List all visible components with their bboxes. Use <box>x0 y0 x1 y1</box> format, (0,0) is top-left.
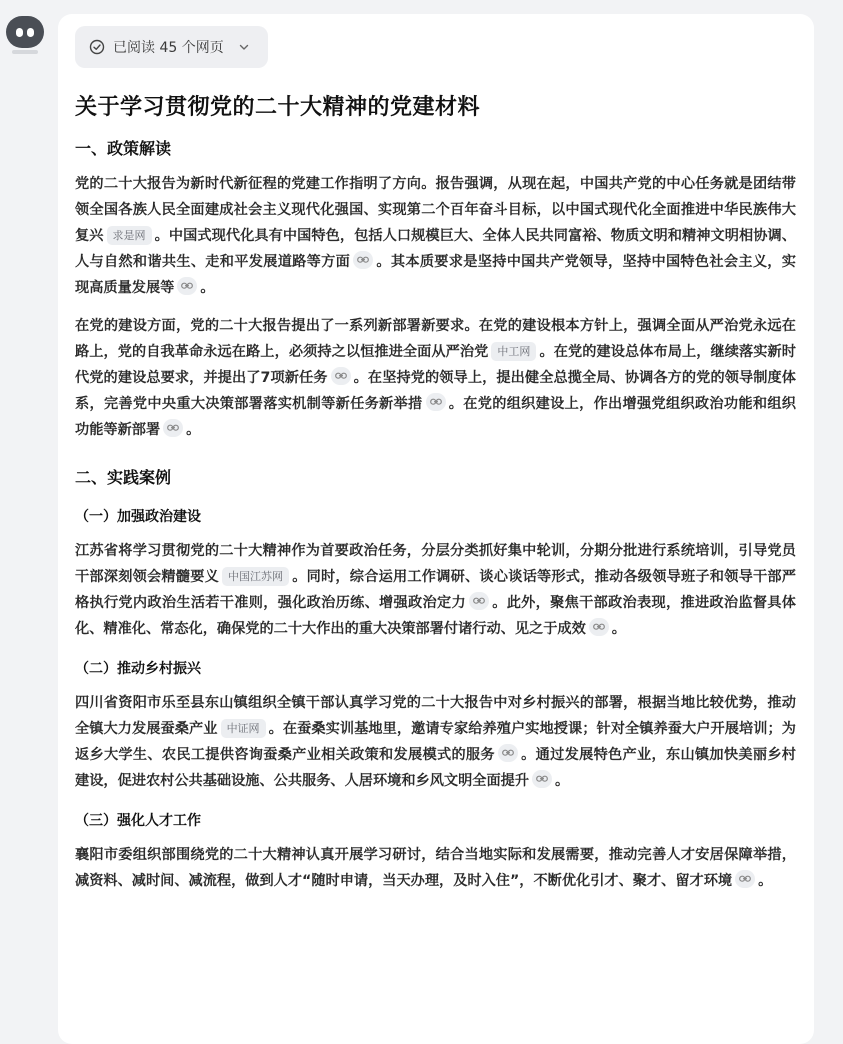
source-tag[interactable]: 中证网 <box>221 719 266 738</box>
paragraph-text: 。 <box>611 621 626 637</box>
paragraph-text: 。此外，聚焦干部政治表现，推进政治监督具体化、精准化、常态化，确保党的二十大作出的重大决策部署付诸行动、见之于成效 <box>75 595 796 637</box>
paragraph-case-1 <box>75 538 796 642</box>
source-tag[interactable]: 中国江苏网 <box>222 567 289 586</box>
check-circle-icon <box>89 39 105 55</box>
paragraph-text: 。 <box>555 773 570 789</box>
avatar-eye-left <box>16 28 23 37</box>
paragraph-policy-2 <box>75 313 796 443</box>
paragraph-text: 。通过发展特色产业，东山镇加快美丽乡村建设，促进农村公共基础设施、公共服务、人居环境和乡风文明全面提升 <box>75 747 796 789</box>
section-heading-cases: 二、实践案例 <box>75 468 172 487</box>
document-title: 关于学习贯彻党的二十大精神的党建材料 <box>75 95 481 120</box>
link-icon[interactable] <box>532 770 552 788</box>
chevron-down-icon <box>238 41 250 53</box>
paragraph-text: 江苏省将学习贯彻党的二十大精神作为首要政治任务，分层分类抓好集中轮训，分期分批进行系统培训，引导党员干部深刻领会精髓要义 <box>75 543 796 585</box>
answer-card <box>58 14 814 1044</box>
subheading-political: （一）加强政治建设 <box>75 509 201 525</box>
link-icon[interactable] <box>163 419 183 437</box>
link-icon[interactable] <box>177 277 197 295</box>
robot-avatar-icon <box>6 16 44 48</box>
paragraph-text: 。同时，综合运用工作调研、谈心谈话等形式，推动各级领导班子和领导干部严格执行党内政治生活若干准则，强化政治历练、增强政治定力 <box>75 569 796 611</box>
link-icon[interactable] <box>331 367 351 385</box>
paragraph-text: 党的二十大报告为新时代新征程的党建工作指明了方向。报告强调，从现在起，中国共产党的中心任务就是团结带领全国各族人民全面建成社会主义现代化强国、实现第二个百年奋斗目标，以中国式现代化全面推进中华民族伟大复兴 <box>75 176 796 244</box>
link-icon[interactable] <box>498 744 518 762</box>
link-icon[interactable] <box>469 592 489 610</box>
assistant-avatar <box>4 14 46 54</box>
paragraph-text: 。在党的建设总体布局上，继续落实新时代党的建设总要求，并提出了7项新任务 <box>75 344 796 386</box>
paragraph-policy-1 <box>75 171 796 301</box>
link-icon[interactable] <box>426 393 446 411</box>
paragraph-text: 在党的建设方面，党的二十大报告提出了一系列新部署新要求。在党的建设根本方针上，强调全面从严治党永远在路上，党的自我革命永远在路上，必须持之以恒推进全面从严治党 <box>75 318 796 360</box>
paragraph-text: 。在坚持党的领导上，提出健全总揽全局、协调各方的党的领导制度体系，完善党中央重大决策部署落实机制等新任务新举措 <box>75 370 796 412</box>
paragraph-text: 。 <box>758 873 773 889</box>
read-pages-label: 已阅读 45 个网页 <box>113 40 224 56</box>
subheading-talent: （三）强化人才工作 <box>75 813 201 829</box>
paragraph-text: 。中国式现代化具有中国特色，包括人口规模巨大、全体人民共同富裕、物质文明和精神文明相协调、人与自然和谐共生、走和平发展道路等方面 <box>75 228 796 270</box>
avatar-shadow <box>12 50 38 54</box>
link-icon[interactable] <box>353 251 373 269</box>
read-pages-toggle[interactable] <box>75 26 268 68</box>
paragraph-text: 。在蚕桑实训基地里，邀请专家给养殖户实地授课；针对全镇养蚕大户开展培训；为返乡大学生、农民工提供咨询蚕桑产业相关政策和发展模式的服务 <box>75 721 796 763</box>
paragraph-text: 。 <box>186 422 201 438</box>
link-icon[interactable] <box>589 618 609 636</box>
paragraph-case-2 <box>75 690 796 794</box>
paragraph-text: 。 <box>200 280 215 296</box>
paragraph-case-3 <box>75 842 796 894</box>
section-heading-policy: 一、政策解读 <box>75 139 172 158</box>
link-icon[interactable] <box>735 870 755 888</box>
paragraph-text: 四川省资阳市乐至县东山镇组织全镇干部认真学习党的二十大报告中对乡村振兴的部署，根据当地比较优势，推动全镇大力发展蚕桑产业 <box>75 695 796 737</box>
source-tag[interactable]: 中工网 <box>491 342 536 361</box>
avatar-eye-right <box>27 28 34 37</box>
source-tag[interactable]: 求是网 <box>107 226 152 245</box>
paragraph-text: 。其本质要求是坚持中国共产党领导，坚持中国特色社会主义，实现高质量发展等 <box>75 254 796 296</box>
subheading-rural: （二）推动乡村振兴 <box>75 661 201 677</box>
paragraph-text: 襄阳市委组织部围绕党的二十大精神认真开展学习研讨，结合当地实际和发展需要，推动完善人才安居保障举措，减资料、减时间、减流程，做到人才“随时申请，当天办理，及时入住”，不断优化引才、聚才、留才环境 <box>75 847 796 889</box>
paragraph-text: 。在党的组织建设上，作出增强党组织政治功能和组织功能等新部署 <box>75 396 796 438</box>
